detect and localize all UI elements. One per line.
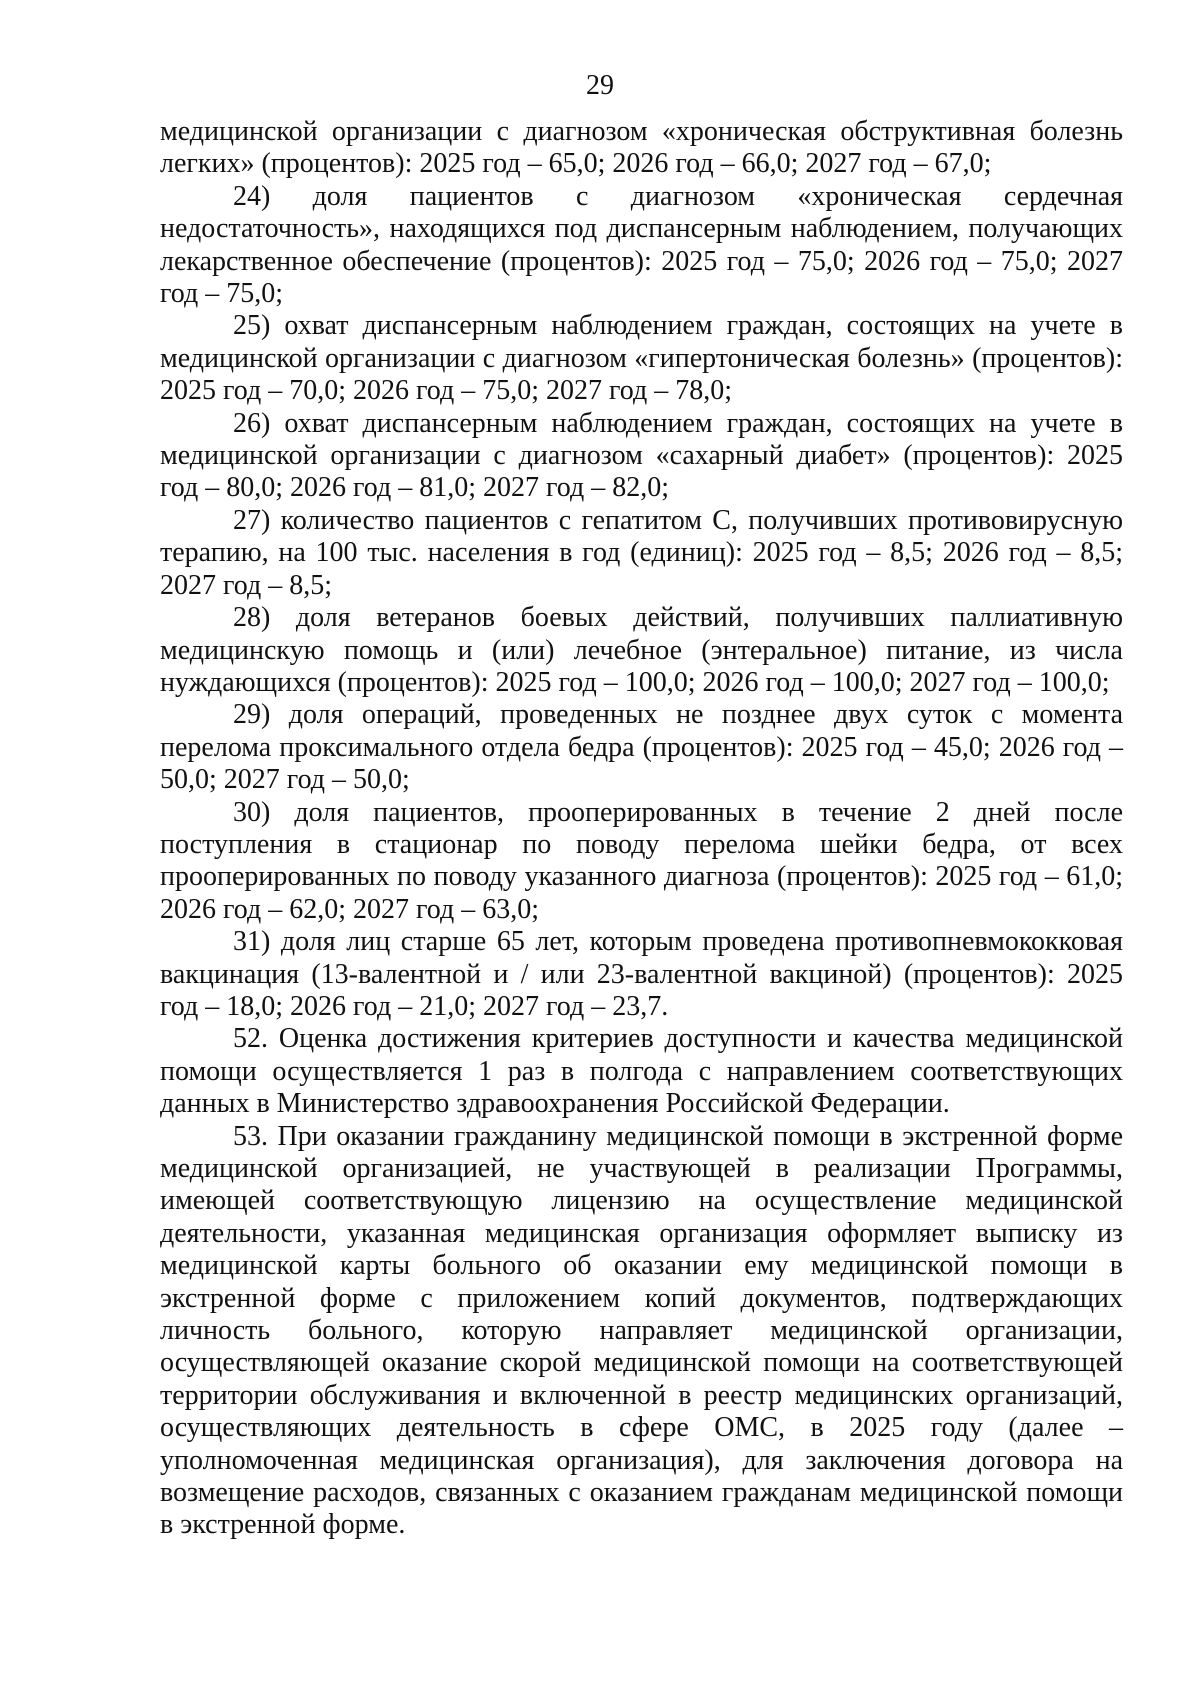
page-number: 29 <box>586 70 614 101</box>
document-body <box>160 116 1123 1542</box>
list-item-24: 24) доля пациентов с диагнозом «хроническая сердечная недостаточность», находящихся под диспансерным наблюдением, получающих лекарственное обеспечение (процентов): 2025 год – 75,0; 2026 год – 75,0; 2027 год – 75,0; <box>160 180 1123 310</box>
clause-52: 52. Оценка достижения критериев доступности и качества медицинской помощи осуществляется 1 раз в полгода с направлением соответствующих данных в Министерство здравоохранения Российской Федерации. <box>160 1023 1123 1120</box>
list-item-30: 30) доля пациентов, прооперированных в течение 2 дней после поступления в стационар по поводу перелома шейки бедра, от всех прооперированных по поводу указанного диагноза (процентов): 2025 год – 61,0; 2026 год – 62,0; 2027 год – 63,0; <box>160 796 1123 925</box>
list-item-25: 25) охват диспансерным наблюдением граждан, состоящих на учете в медицинской организации с диагнозом «гипертоническая болезнь» (процентов): 2025 год – 70,0; 2026 год – 75,0; 2027 год – 78,0; <box>160 310 1123 407</box>
list-item-28: 28) доля ветеранов боевых действий, получивших паллиативную медицинскую помощь и (или) лечебное (энтеральное) питание, из числа нуждающихся (процентов): 2025 год – 100,0; 2026 год – 100,0; 2027 год – 100,0; <box>160 602 1123 698</box>
list-item-27: 27) количество пациентов с гепатитом С, получивших противовирусную терапию, на 100 тыс. населения в год (единиц): 2025 год – 8,5; 2026 год – 8,5; 2027 год – 8,5; <box>160 504 1123 601</box>
paragraph-continuation: медицинской организации с диагнозом «хроническая обструктивная болезнь легких» (процентов): 2025 год – 65,0; 2026 год – 66,0; 2027 год – 67,0; <box>160 116 1123 180</box>
list-item-26: 26) охват диспансерным наблюдением граждан, состоящих на учете в медицинской организации с диагнозом «сахарный диабет» (процентов): 2025 год – 80,0; 2026 год – 81,0; 2027 год – 82,0; <box>160 407 1123 504</box>
list-item-31: 31) доля лиц старше 65 лет, которым проведена противопневмококковая вакцинация (13-валентной и / или 23-валентной вакциной) (процентов): 2025 год – 18,0; 2026 год – 21,0; 2027 год – 23,7. <box>160 926 1123 1022</box>
clause-53: 53. При оказании гражданину медицинской помощи в экстренной форме медицинской организацией, не участвующей в реализации Программы, имеющей соответствующую лицензию на осуществление медицинской деятельности, указанная медицинская организация оформляет выписку из медицинской карты больного об оказании ему медицинской помощи в экстренной форме с приложением копий документов, подтверждающих личность больного, которую направляет медицинской организации, осуществляющей оказание скорой медицинской помощи на соответствующей территории обслуживания и включенной в реестр медицинских организаций, осуществляющих деятельность в сфере ОМС, в 2025 году (далее – уполномоченная медицинская организация), для заключения договора на возмещение расходов, связанных с оказанием гражданам медицинской помощи в экстренной форме. <box>160 1120 1123 1541</box>
list-item-29: 29) доля операций, проведенных не позднее двух суток с момента перелома проксимального отдела бедра (процентов): 2025 год – 45,0; 2026 год – 50,0; 2027 год – 50,0; <box>160 699 1123 796</box>
